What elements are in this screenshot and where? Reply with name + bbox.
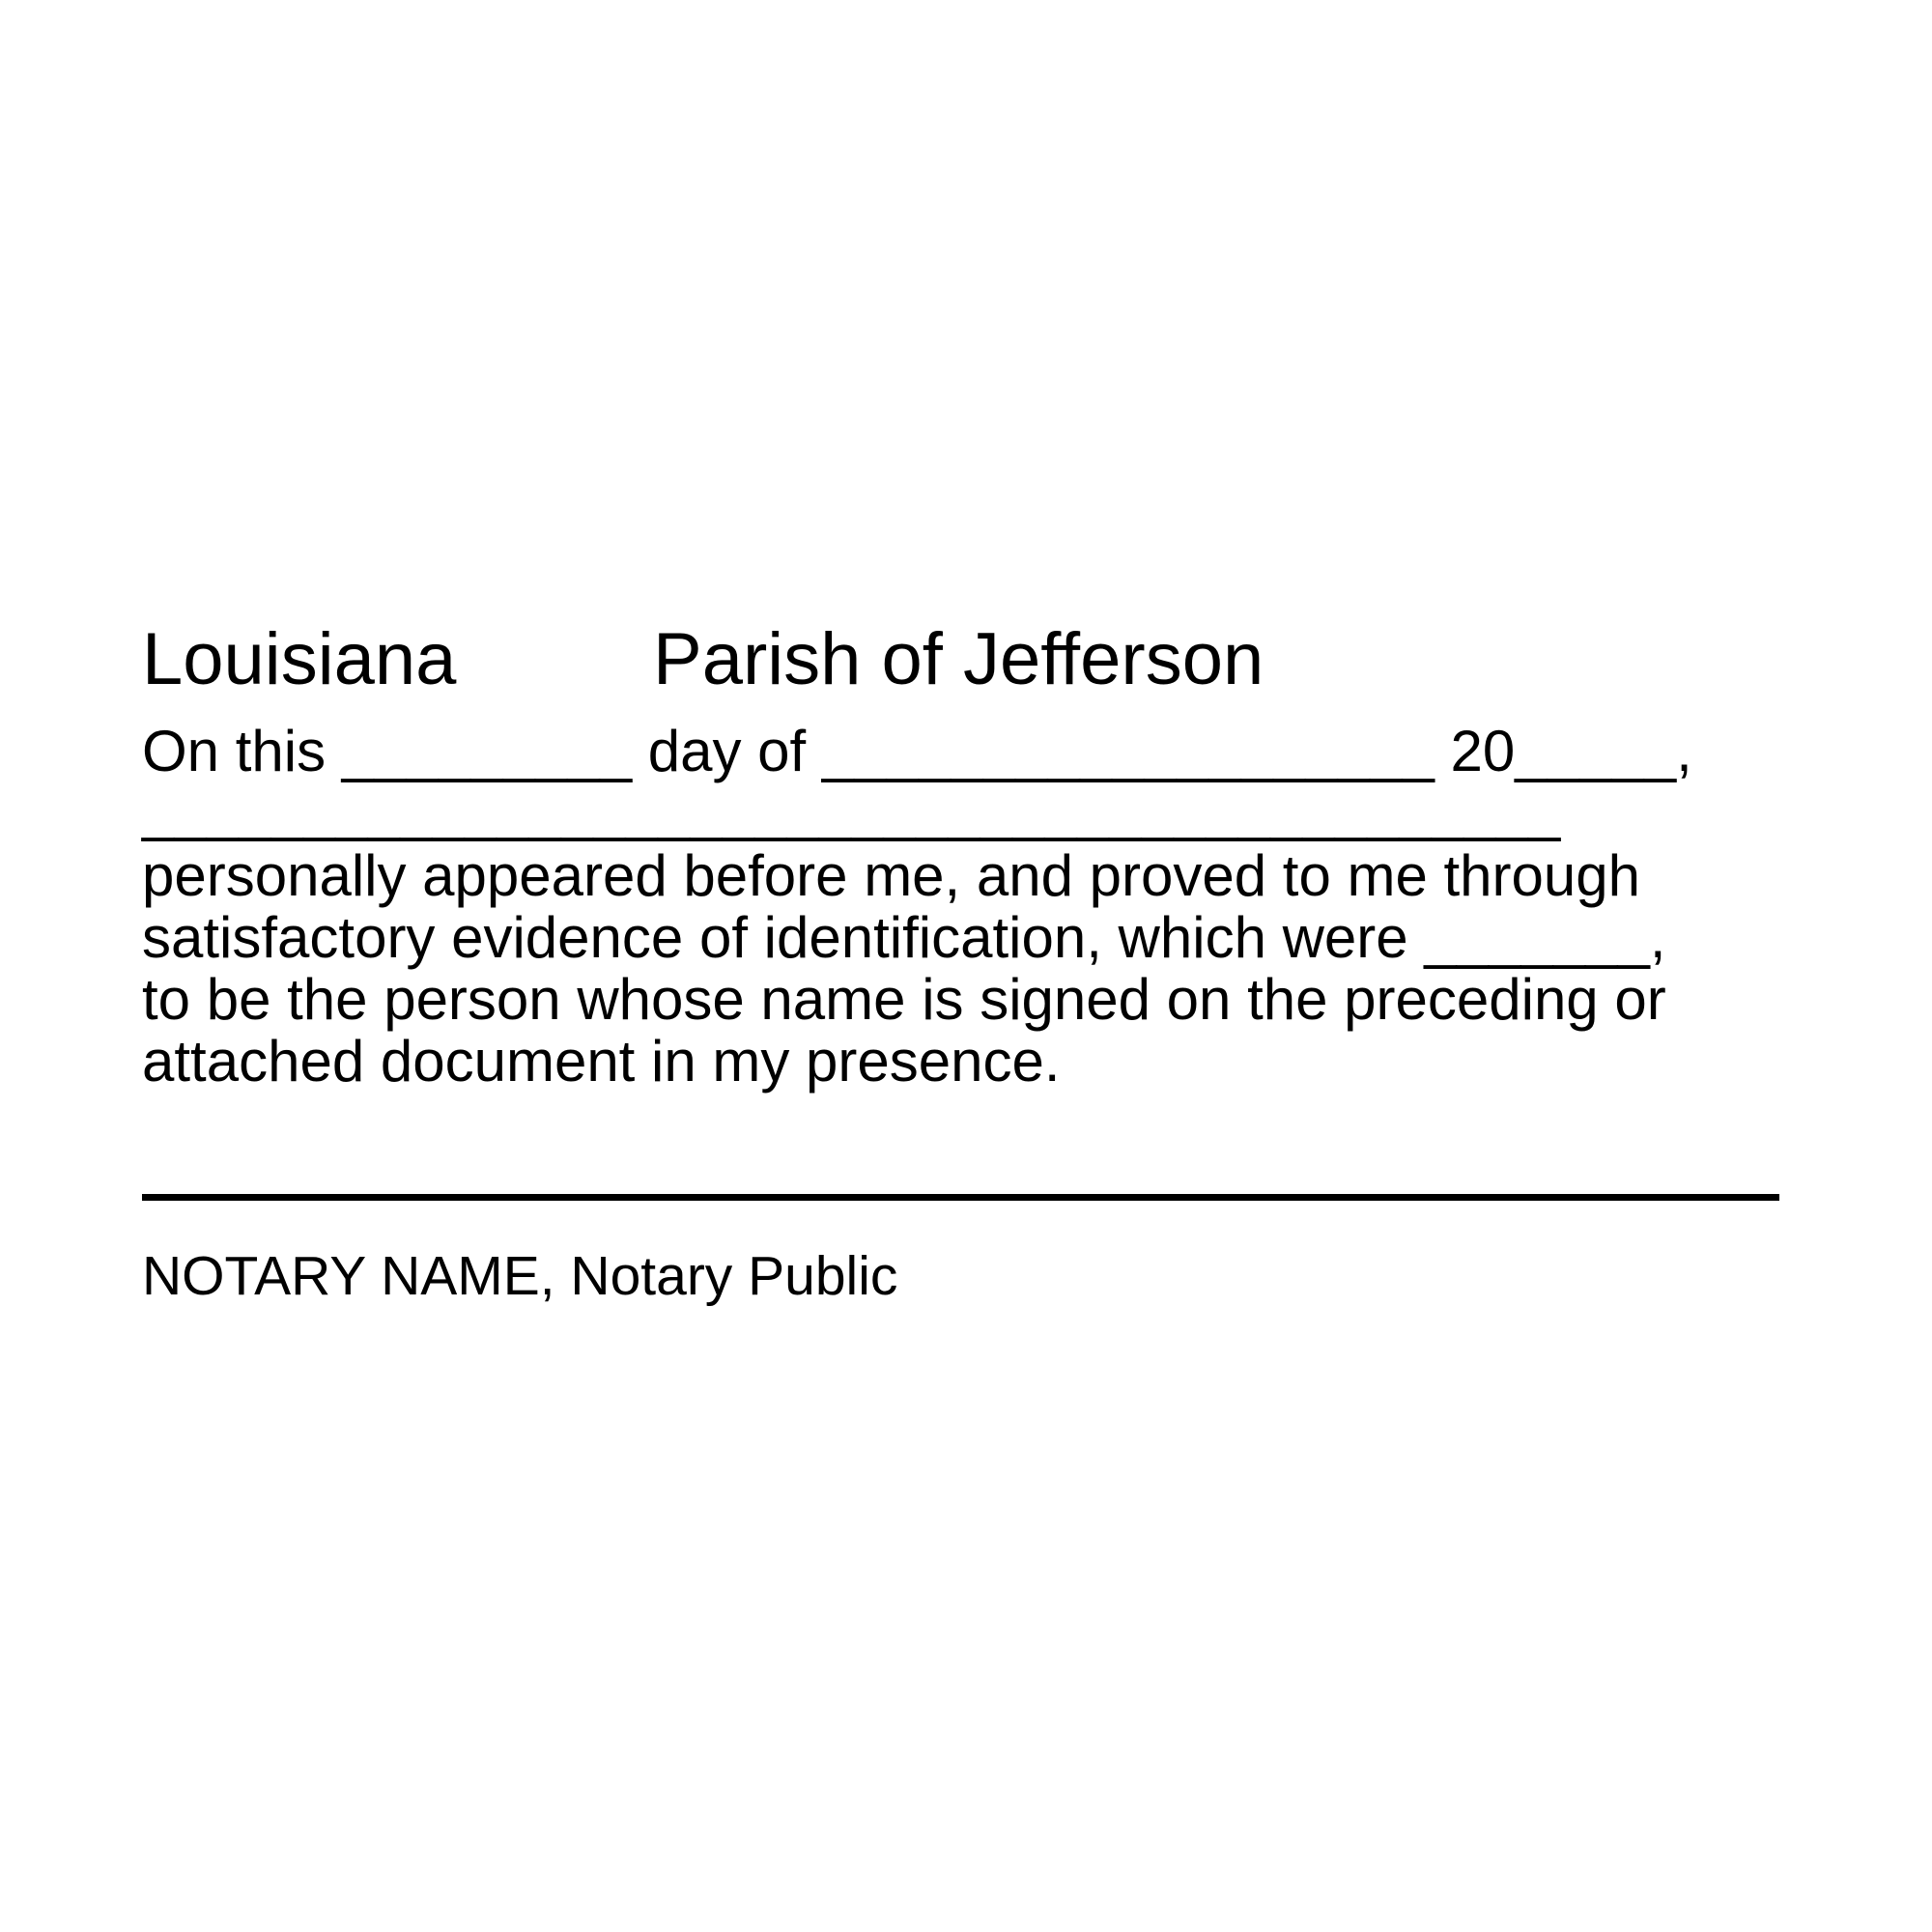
date-line: On this _________ day of ___________________ 20_____, (142, 719, 1692, 783)
signature-line (142, 1194, 1779, 1201)
parish-name: Parish of Jefferson (653, 618, 1264, 700)
appearer-name-blank: ____________________________________________ (142, 778, 1561, 842)
body-text-line-5: to be the person whose name is signed on the preceding or (142, 967, 1666, 1032)
body-text-line-6: attached document in my presence. (142, 1029, 1061, 1094)
state-name: Louisiana (142, 618, 457, 700)
notary-name-label: NOTARY NAME, Notary Public (142, 1245, 898, 1307)
body-text-line-4: satisfactory evidence of identification, which were _______, (142, 905, 1666, 970)
body-text-line-3: personally appeared before me, and proved to me through (142, 843, 1641, 908)
